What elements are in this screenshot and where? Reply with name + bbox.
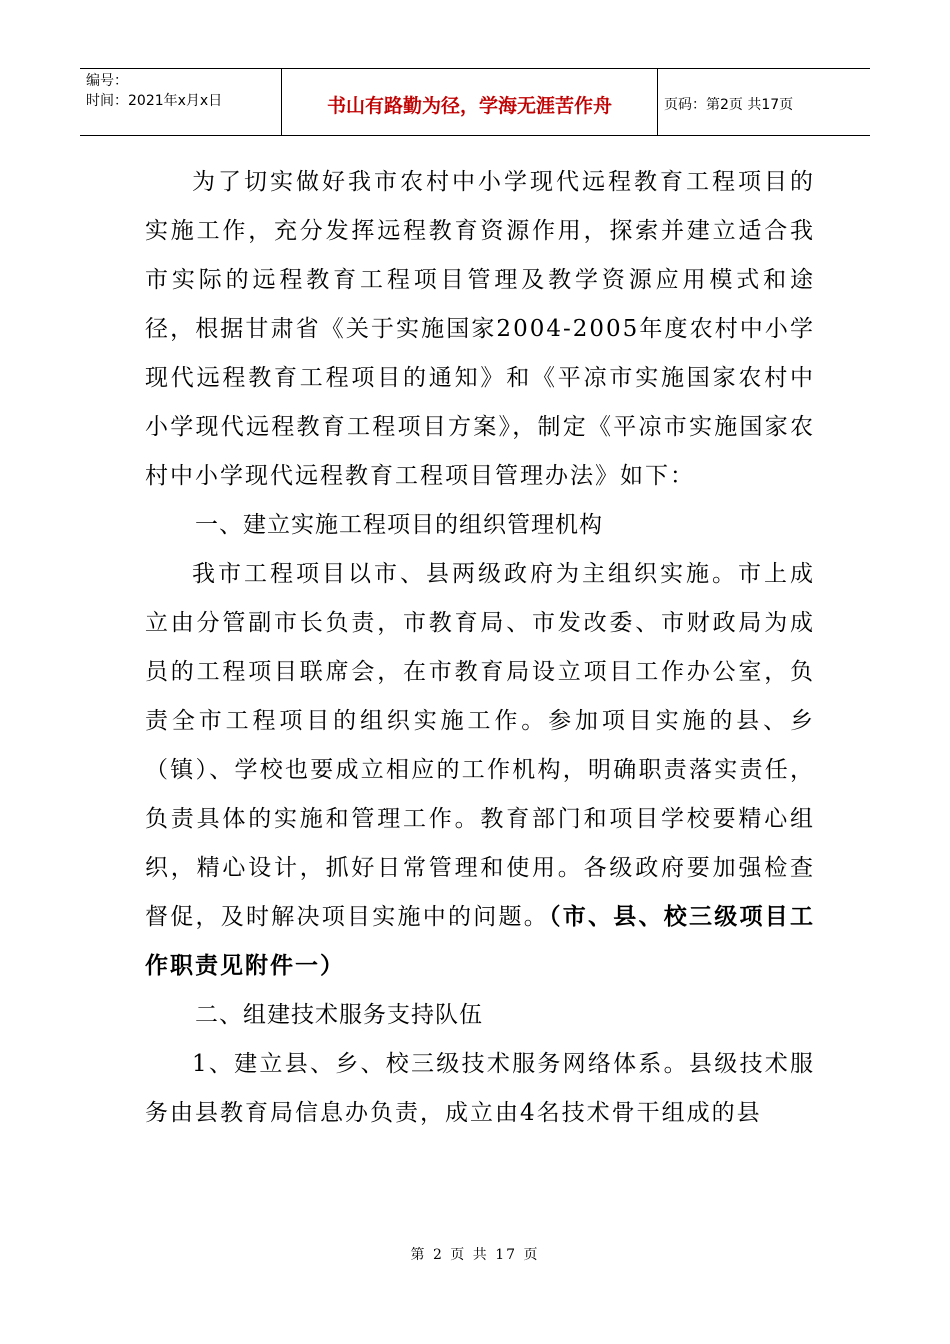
- section-1-text: 我市工程项目以市、县两级政府为主组织实施。市上成立由分管副市长负责，市教育局、市发改委、市财政局为成员的工程项目联席会，在市教育局设立项目工作办公室，负责全市工程项目的组织实施工作。参加项目实施的县、乡（镇）、学校也要成立相应的工作机构，明确职责落实责任，负责具体的实施和管理工作。教育部门和项目学校要精心组织，精心设计，抓好日常管理和使用。各级政府要加强检查督促，及时解决项目实施中的问题。: [145, 561, 815, 930]
- document-number-label: 编号：: [86, 73, 128, 89]
- page-footer: 第 2 页 共 17 页: [410, 1247, 540, 1263]
- header-page-info: 页码：第2页 共17页: [664, 97, 794, 113]
- section-2-item-1: 1、建立县、乡、校三级技术服务网络体系。县级技术服务由县教育局信息办负责，成立由4名技术骨干组成的县: [145, 1051, 815, 1126]
- page-header: [80, 68, 870, 136]
- section-1-note: （市、县、校三级项目工作职责见附件一）: [145, 904, 815, 979]
- header-meta: [80, 69, 282, 135]
- section-1-paragraph: [145, 550, 815, 991]
- header-motto: 书山有路勤为径，学海无涯苦作舟: [282, 69, 658, 135]
- section-2-heading: 二、组建技术服务支持队伍: [195, 1002, 483, 1028]
- section-1-heading: 一、建立实施工程项目的组织管理机构: [195, 512, 603, 538]
- document-time-label: 时间：2021年x月x日: [86, 93, 223, 109]
- document-body: [145, 158, 815, 1138]
- intro-paragraph: 为了切实做好我市农村中小学现代远程教育工程项目的实施工作，充分发挥远程教育资源作用，探索并建立适合我市实际的远程教育工程项目管理及教学资源应用模式和途径，根据甘肃省《关于实施国家2004-2005年度农村中小学现代远程教育工程项目的通知》和《平凉市实施国家农村中小学现代远程教育工程项目方案》，制定《平凉市实施国家农村中小学现代远程教育工程项目管理办法》如下：: [145, 169, 815, 489]
